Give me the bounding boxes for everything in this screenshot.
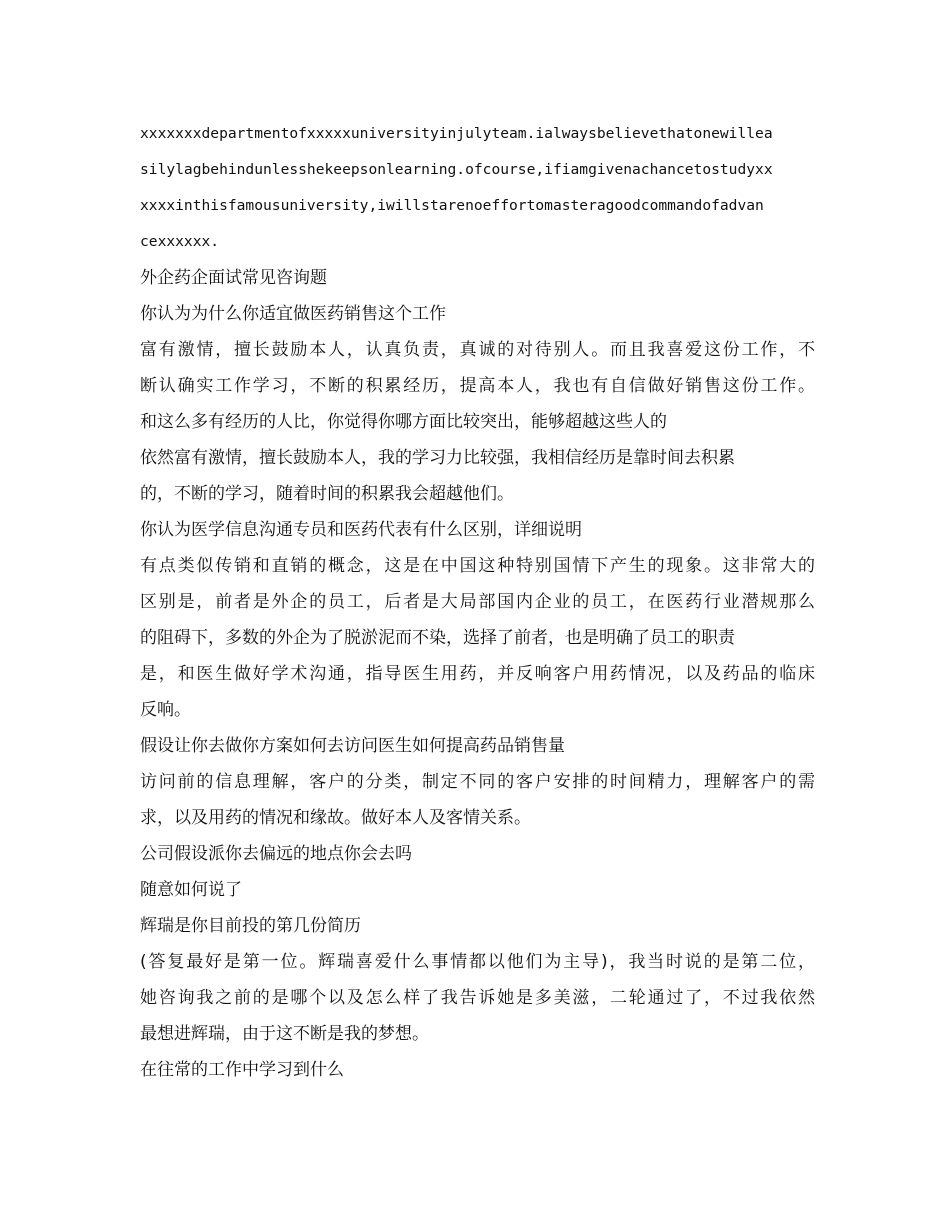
answer-2-line-2: 的，不断的学习，随着时间的积累我会超越他们。 [140,484,514,504]
answer-1-line-1: 富有激情，擅长鼓励本人，认真负责，真诚的对待别人。而且我喜爱这份工作，不 [140,340,815,360]
answer-3-line-5: 反响。 [140,700,191,720]
answer-4-line-2: 求，以及用药的情况和缘故。做好本人及客情关系。 [140,808,531,828]
question-3: 你认为医学信息沟通专员和医药代表有什么区别，详细说明 [140,520,582,540]
answer-2-line-1: 依然富有激情，擅长鼓励本人，我的学习力比较强，我相信经历是靠时间去积累 [140,448,735,468]
document-body [140,116,815,1088]
answer-6-line-1: (答复最好是第一位。辉瑞喜爱什么事情都以他们为主导)，我当时说的是第二位， [140,952,815,972]
answer-5: 随意如何说了 [140,880,242,900]
question-5: 公司假设派你去偏远的地点你会去吗 [140,844,412,864]
answer-4-line-1: 访问前的信息理解，客户的分类，制定不同的客户安排的时间精力，理解客户的需 [140,772,815,792]
answer-3-line-1: 有点类似传销和直销的概念，这是在中国这种特别国情下产生的现象。这非常大的 [140,556,815,576]
text-line-english-2: silylagbehindunlesshekeepsonlearning.ofcourse,ifiamgivenachancetostudyxx [140,161,773,178]
answer-3-line-3: 的阻碍下，多数的外企为了脱淤泥而不染，选择了前者，也是明确了员工的职责 [140,628,735,648]
question-4: 假设让你去做你方案如何去访问医生如何提高药品销售量 [140,736,565,756]
text-line-english-3: xxxxinthisfamousuniversity,iwillstarenoeffortomasteragoodcommandofadvan [140,197,764,214]
question-1: 你认为为什么你适宜做医药销售这个工作 [140,304,446,324]
text-line-english-1: xxxxxxxdepartmentofxxxxxuniversityinjulyteam.ialwaysbelievethatonewillea [140,125,773,142]
section-title: 外企药企面试常见咨询题 [140,268,327,288]
answer-6-line-2: 她咨询我之前的是哪个以及怎么样了我告诉她是多美滋，二轮通过了，不过我依然 [140,988,815,1008]
answer-3-line-4: 是，和医生做好学术沟通，指导医生用药，并反响客户用药情况，以及药品的临床 [140,664,815,684]
question-6: 辉瑞是你目前投的第几份简历 [140,916,361,936]
answer-3-line-2: 区别是，前者是外企的员工，后者是大局部国内企业的员工，在医药行业潜规那么 [140,592,815,612]
answer-6-line-3: 最想进辉瑞，由于这不断是我的梦想。 [140,1024,429,1044]
text-line-english-4: cexxxxxx. [140,233,220,250]
answer-1-line-2: 断认确实工作学习，不断的积累经历，提高本人，我也有自信做好销售这份工作。 [140,376,815,396]
question-7: 在往常的工作中学习到什么 [140,1060,344,1080]
question-2: 和这么多有经历的人比，你觉得你哪方面比较突出，能够超越这些人的 [140,412,667,432]
